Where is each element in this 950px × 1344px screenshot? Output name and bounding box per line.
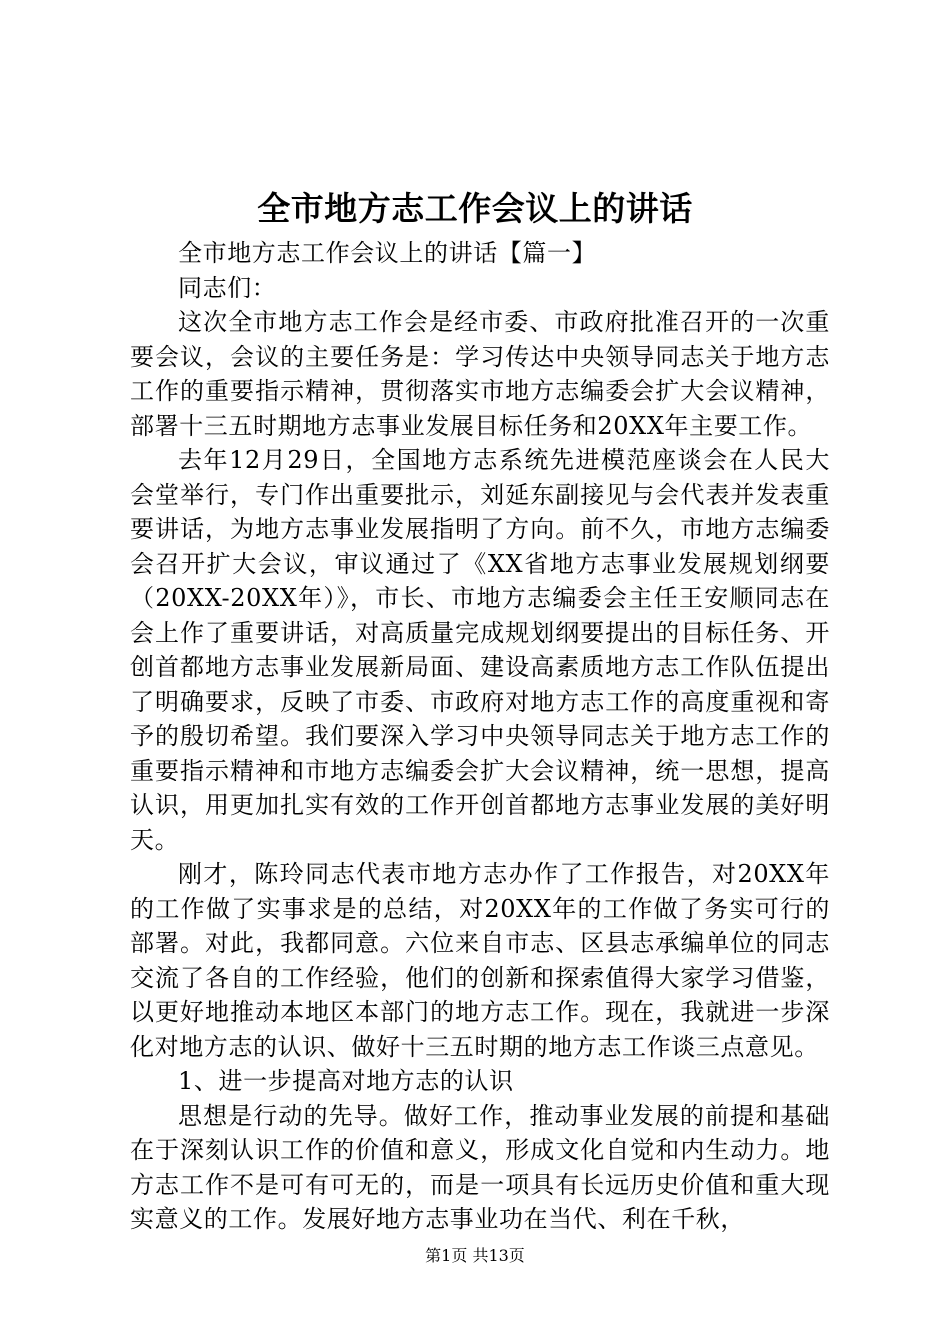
body-paragraph: 这次全市地方志工作会是经市委、市政府批准召开的一次重要会议，会议的主要任务是：学习传达中央领导同志关于地方志工作的重要指示精神，贯彻落实市地方志编委会扩大会议精神，部署十三五时期地方志事业发展目标任务和20XX年主要工作。 — [130, 308, 830, 440]
section-heading: 全市地方志工作会议上的讲话【篇一】 — [178, 239, 597, 267]
document-body — [130, 236, 830, 1237]
page-number: 第1页 共13页 — [425, 1246, 525, 1265]
subsection-heading: 1、进一步提高对地方志的认识 — [178, 1067, 514, 1095]
body-paragraph: 思想是行动的先导。做好工作，推动事业发展的前提和基础在于深刻认识工作的价值和意义，形成文化自觉和内生动力。地方志工作不是可有可无的，而是一项具有长远历史价值和重大现实意义的工作。发展好地方志事业功在当代、利在千秋， — [130, 1101, 830, 1233]
page-title: 全市地方志工作会议上的讲话 — [257, 189, 693, 228]
salutation: 同志们： — [178, 273, 277, 302]
body-paragraph: 刚才，陈玲同志代表市地方志办作了工作报告，对20XX年的工作做了实事求是的总结，对20XX年的工作做了务实可行的部署。对此，我都同意。六位来自市志、区县志承编单位的同志交流了各自的工作经验，他们的创新和探索值得大家学习借鉴，以更好地推动本地区本部门的地方志工作。现在，我就进一步深化对地方志的认识、做好十三五时期的地方志工作谈三点意见。 — [130, 860, 830, 1061]
body-paragraph: 去年12月29日，全国地方志系统先进模范座谈会在人民大会堂举行，专门作出重要批示，刘延东副接见与会代表并发表重要讲话，为地方志事业发展指明了方向。前不久，市地方志编委会召开扩大会议，审议通过了《XX省地方志事业发展规划纲要（20XX-20XX年）》，市长、市地方志编委会主任王安顺同志在会上作了重要讲话，对高质量完成规划纲要提出的目标任务、开创首都地方志事业发展新局面、建设高素质地方志工作队伍提出了明确要求，反映了市委、市政府对地方志工作的高度重视和寄予的殷切希望。我们要深入学习中央领导同志关于地方志工作的重要指示精神和市地方志编委会扩大会议精神，统一思想，提高认识，用更加扎实有效的工作开创首都地方志事业发展的美好明天。 — [130, 446, 830, 854]
